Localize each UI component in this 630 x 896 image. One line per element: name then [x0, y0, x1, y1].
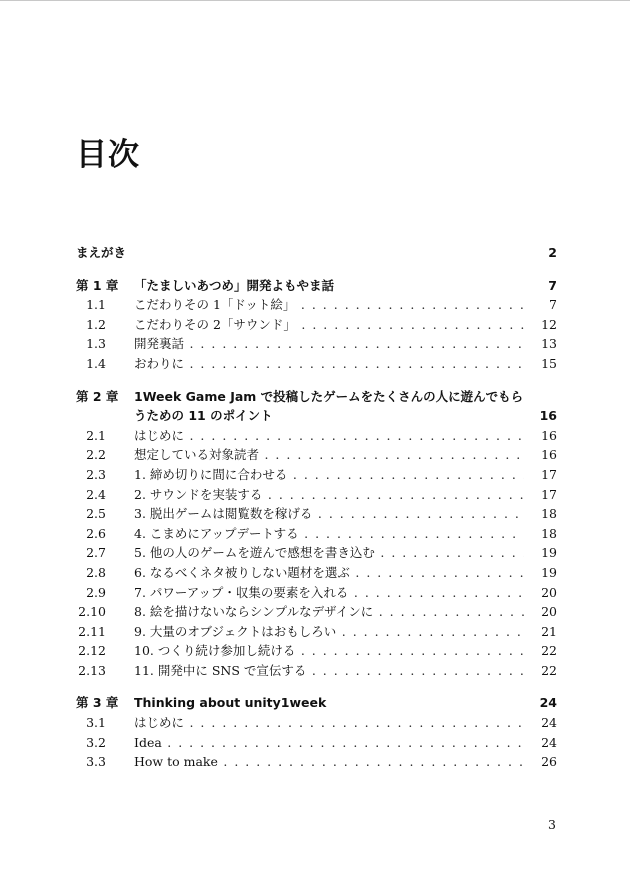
chapter-page: 7	[548, 277, 557, 293]
toc-preface-page: 2	[548, 245, 557, 260]
chapter-title: Thinking about unity1week	[134, 695, 327, 711]
section-page: 13	[541, 336, 557, 352]
section-number: 2.4	[86, 486, 106, 502]
section-page: 22	[541, 662, 557, 678]
toc-chapter-2[interactable]	[76, 387, 557, 407]
table-of-contents	[76, 243, 557, 772]
section-title: 想定している対象読者 . . .	[134, 447, 524, 462]
toc-section[interactable]	[76, 602, 557, 622]
toc-section[interactable]	[76, 524, 557, 544]
page-number: 3	[548, 817, 556, 832]
section-title: 11. 開発中に SNS で宣伝する . . .	[134, 663, 524, 678]
section-title: 10. つくり続け参加し続ける . . .	[134, 643, 524, 658]
section-number: 2.10	[78, 604, 106, 620]
toc-section[interactable]	[76, 334, 557, 354]
section-number: 2.6	[86, 525, 106, 541]
section-page: 7	[549, 297, 557, 313]
section-number: 2.2	[86, 447, 106, 463]
section-number: 3.1	[86, 715, 106, 731]
chapter-label: 第 2 章	[76, 388, 119, 404]
section-page: 18	[541, 525, 557, 541]
section-title: こだわりその 2「サウンド」 . . .	[134, 317, 524, 332]
section-title: 2. サウンドを実装する . . .	[134, 487, 524, 502]
section-number: 1.3	[86, 336, 106, 352]
toc-preface[interactable]	[76, 243, 557, 263]
section-page: 16	[541, 427, 557, 443]
toc-section[interactable]	[76, 661, 557, 681]
toc-chapter-2-cont[interactable]	[76, 406, 557, 426]
section-title: How to make . . .	[134, 754, 524, 769]
toc-section[interactable]	[76, 426, 557, 446]
section-page: 18	[541, 506, 557, 522]
toc-section[interactable]	[76, 733, 557, 753]
section-title: 1. 締め切りに間に合わせる . . .	[134, 467, 524, 482]
section-number: 2.12	[78, 643, 106, 659]
section-number: 2.9	[86, 584, 106, 600]
toc-section[interactable]	[76, 465, 557, 485]
chapter-label: 第 3 章	[76, 695, 119, 711]
section-number: 3.3	[86, 754, 106, 770]
chapter-label: 第 1 章	[76, 277, 119, 293]
section-title: 開発裏話 . . .	[134, 336, 524, 351]
section-page: 12	[541, 316, 557, 332]
chapter-title-line-2: うための 11 のポイント	[134, 408, 273, 424]
section-number: 1.4	[86, 355, 106, 371]
section-number: 2.8	[86, 564, 106, 580]
section-page: 20	[541, 604, 557, 620]
section-title: 6. なるべくネタ被りしない題材を選ぶ . . .	[134, 565, 524, 580]
section-title: はじめに . . .	[134, 428, 524, 443]
toc-section[interactable]	[76, 543, 557, 563]
section-number: 2.3	[86, 466, 106, 482]
toc-section[interactable]	[76, 583, 557, 603]
toc-section[interactable]	[76, 315, 557, 335]
page-top-border	[0, 0, 630, 1]
toc-preface-title: まえがき	[76, 245, 127, 260]
toc-chapter-1[interactable]	[76, 276, 557, 296]
chapter-title-line-1: 1Week Game Jam で投稿したゲームをたくさんの人に遊んでもら	[134, 388, 524, 404]
section-title: 7. パワーアップ・収集の要素を入れる . . .	[134, 585, 524, 600]
section-title: おわりに . . .	[134, 356, 524, 371]
section-title: 5. 他の人のゲームを遊んで感想を書き込む . . .	[134, 545, 524, 560]
section-number: 2.7	[86, 545, 106, 561]
section-number: 3.2	[86, 734, 106, 750]
section-title: Idea . . .	[134, 735, 524, 750]
section-title: 9. 大量のオブジェクトはおもしろい . . .	[134, 624, 524, 639]
section-page: 16	[541, 447, 557, 463]
section-page: 17	[541, 486, 557, 502]
section-number: 2.1	[86, 427, 106, 443]
section-number: 2.11	[78, 623, 106, 639]
section-title: 8. 絵を描けないならシンプルなデザインに . . .	[134, 604, 524, 619]
toc-section[interactable]	[76, 354, 557, 374]
section-page: 19	[541, 564, 557, 580]
page-title: 目次	[76, 137, 140, 173]
section-number: 1.2	[86, 316, 106, 332]
section-page: 24	[541, 734, 557, 750]
chapter-title: 「たましいあつめ」開発よもやま話	[134, 277, 335, 293]
section-title: はじめに . . .	[134, 715, 524, 730]
chapter-page: 16	[539, 408, 557, 424]
section-page: 22	[541, 643, 557, 659]
section-title: 3. 脱出ゲームは閲覧数を稼げる . . .	[134, 506, 524, 521]
toc-chapter-3[interactable]	[76, 693, 557, 713]
toc-section[interactable]	[76, 622, 557, 642]
toc-section[interactable]	[76, 445, 557, 465]
section-page: 17	[541, 466, 557, 482]
toc-section[interactable]	[76, 713, 557, 733]
section-page: 21	[541, 623, 557, 639]
toc-section[interactable]	[76, 752, 557, 772]
section-number: 1.1	[86, 297, 106, 313]
chapter-page: 24	[539, 695, 557, 711]
toc-section[interactable]	[76, 641, 557, 661]
section-page: 24	[541, 715, 557, 731]
toc-section[interactable]	[76, 504, 557, 524]
section-title: 4. こまめにアップデートする . . .	[134, 526, 524, 541]
section-page: 26	[541, 754, 557, 770]
toc-section[interactable]	[76, 295, 557, 315]
section-page: 20	[541, 584, 557, 600]
toc-section[interactable]	[76, 563, 557, 583]
toc-section[interactable]	[76, 485, 557, 505]
section-title: こだわりその 1「ドット絵」 . . .	[134, 297, 524, 312]
section-number: 2.5	[86, 506, 106, 522]
section-page: 15	[541, 355, 557, 371]
section-page: 19	[541, 545, 557, 561]
section-number: 2.13	[78, 662, 106, 678]
